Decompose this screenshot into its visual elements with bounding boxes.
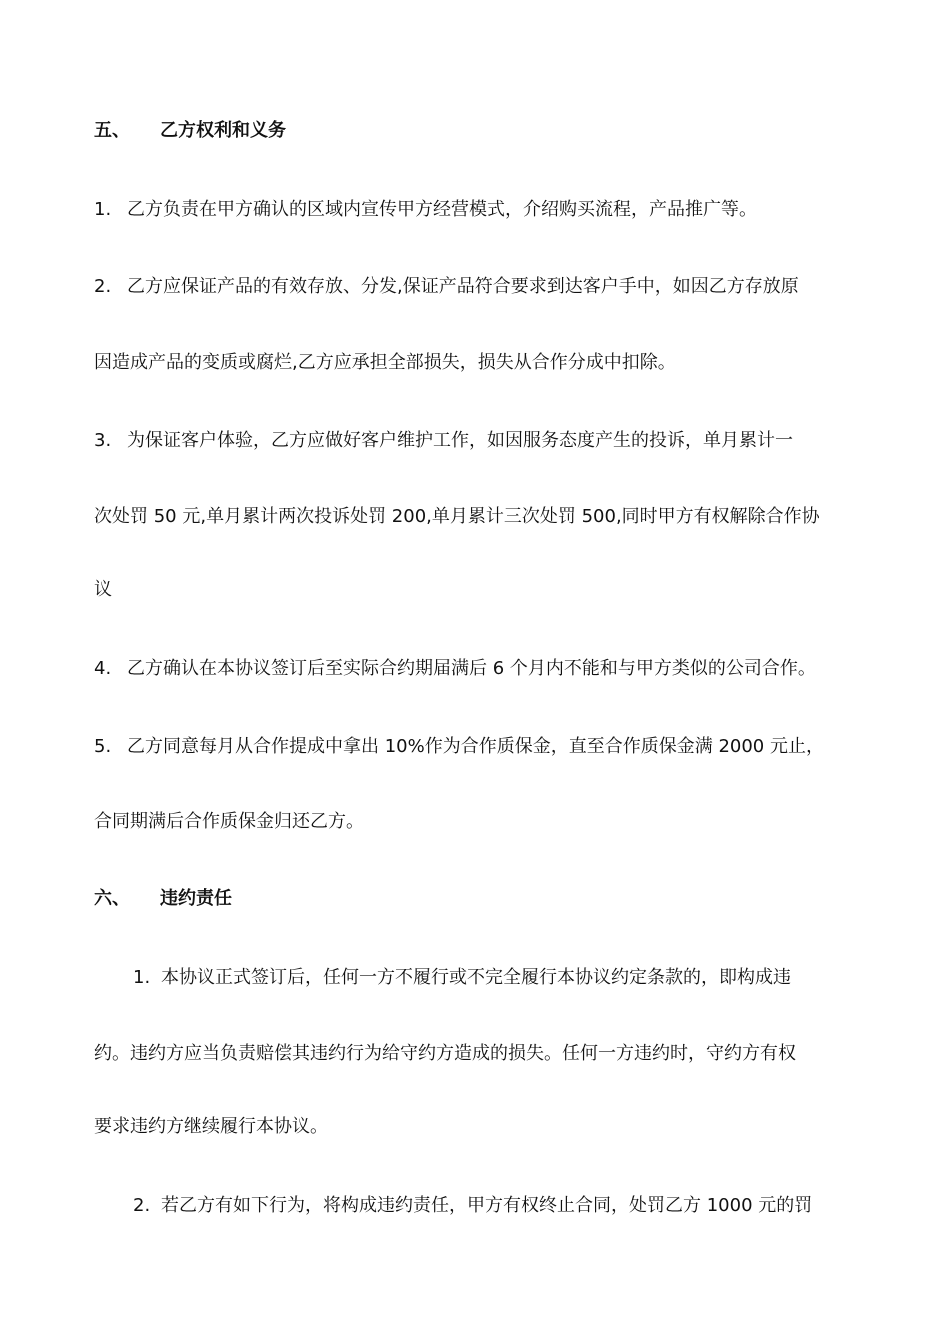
- s5-item-3-line-3: 议: [94, 579, 112, 600]
- s6-item-1-line-1: 本协议正式签订后，任何一方不履行或不完全履行本协议约定条款的，即构成违: [161, 967, 791, 988]
- s6-item-1-number: 1.: [133, 967, 151, 988]
- s6-item-1-line-2: 约。违约方应当负责赔偿其违约行为给守约方造成的损失。任何一方违约时，守约方有权: [94, 1043, 796, 1064]
- s5-item-3: [94, 429, 793, 453]
- s5-item-5-number: 5.: [94, 736, 112, 757]
- s5-item-3-line-1: 为保证客户体验，乙方应做好客户维护工作，如因服务态度产生的投诉，单月累计一: [127, 430, 793, 451]
- section-5-number: 五、: [94, 120, 130, 141]
- s5-item-5-line-1: 乙方同意每月从合作提成中拿出 10%作为合作质保金，直至合作质保金满 2000 元止，: [127, 736, 824, 757]
- s5-item-4: [94, 657, 816, 681]
- s5-item-1-line-1: 乙方负责在甲方确认的区域内宣传甲方经营模式，介绍购买流程，产品推广等。: [127, 199, 757, 220]
- s5-item-5: [94, 735, 824, 759]
- s5-item-1: [94, 198, 757, 222]
- s5-item-3-number: 3.: [94, 430, 112, 451]
- s6-item-1-line-3: 要求违约方继续履行本协议。: [94, 1116, 328, 1137]
- s6-item-1: [133, 966, 791, 990]
- s5-item-5-line-2: 合同期满后合作质保金归还乙方。: [94, 811, 364, 832]
- section-5-title: 乙方权利和义务: [160, 120, 286, 141]
- s5-item-2: [94, 275, 799, 299]
- section-6-number: 六、: [94, 888, 130, 909]
- section-5-heading: [94, 119, 286, 143]
- s5-item-3-line-2: 次处罚 50 元,单月累计两次投诉处罚 200,单月累计三次处罚 500,同时甲方有权解除合作协: [94, 506, 820, 527]
- section-6-title: 违约责任: [160, 888, 232, 909]
- section-6-heading: [94, 887, 232, 911]
- s5-item-2-number: 2.: [94, 276, 112, 297]
- s5-item-4-line-1: 乙方确认在本协议签订后至实际合约期届满后 6 个月内不能和与甲方类似的公司合作。: [127, 658, 816, 679]
- s6-item-2-number: 2.: [133, 1195, 151, 1216]
- s5-item-2-line-1: 乙方应保证产品的有效存放、分发,保证产品符合要求到达客户手中，如因乙方存放原: [127, 276, 799, 297]
- s5-item-2-line-2: 因造成产品的变质或腐烂,乙方应承担全部损失，损失从合作分成中扣除。: [94, 352, 676, 373]
- s5-item-1-number: 1.: [94, 199, 112, 220]
- s5-item-4-number: 4.: [94, 658, 112, 679]
- s6-item-2: [133, 1194, 812, 1218]
- s6-item-2-line-1: 若乙方有如下行为，将构成违约责任，甲方有权终止合同，处罚乙方 1000 元的罚: [161, 1195, 813, 1216]
